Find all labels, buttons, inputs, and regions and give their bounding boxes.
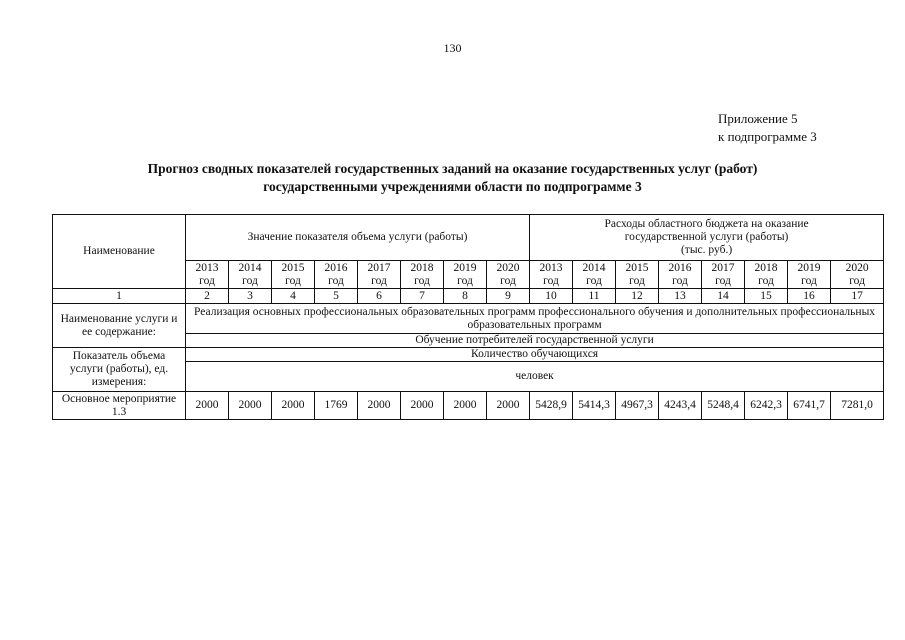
column-number: 1 [53,289,186,304]
column-number: 15 [745,289,788,304]
year-header: 2015 год [616,261,659,289]
document-title [60,160,845,196]
volume-group-header: Значение показателя объема услуги (работы) [186,215,530,261]
year-header: 2014 год [573,261,616,289]
expenses-header-line-3: (тыс. руб.) [680,244,733,256]
year-header: 2017 год [702,261,745,289]
expense-value: 5414,3 [573,392,616,420]
volume-value: 2000 [358,392,401,420]
column-number: 5 [315,289,358,304]
indicator-unit: человек [186,362,884,392]
year-header: 2019 год [788,261,831,289]
year-header: 2019 год [444,261,487,289]
service-name-value: Реализация основных профессиональных образовательных программ профессионального обучения и дополнительных профессиональных образовательных программ [186,304,884,334]
document-title-line-2: государственными учреждениями области по подпрограмме 3 [263,179,642,194]
year-header: 2016 год [659,261,702,289]
column-number: 3 [229,289,272,304]
column-number: 8 [444,289,487,304]
volume-value: 2000 [186,392,229,420]
year-header: 2016 год [315,261,358,289]
year-header: 2017 год [358,261,401,289]
column-number: 17 [831,289,884,304]
expenses-header-line-2: государственной услуги (работы) [624,231,789,243]
column-number: 11 [573,289,616,304]
column-number: 14 [702,289,745,304]
expenses-group-header [530,215,884,261]
data-row [53,392,884,420]
expense-value: 6242,3 [745,392,788,420]
year-header: 2015 год [272,261,315,289]
indicator-value: Количество обучающихся [186,348,884,362]
page-number: 130 [443,41,462,55]
name-column-header: Наименование [53,215,186,289]
column-number: 2 [186,289,229,304]
indicator-label: Показатель объема услуги (работы), ед. измерения: [53,348,186,392]
expense-value: 5428,9 [530,392,573,420]
document-title-line-1: Прогноз сводных показателей государственных заданий на оказание государственных услуг (работ) [147,161,758,176]
column-number: 9 [487,289,530,304]
column-number: 7 [401,289,444,304]
column-number: 6 [358,289,401,304]
column-number: 10 [530,289,573,304]
header-row-groups [53,215,884,261]
column-numbers-row [53,289,884,304]
row-label: Основное мероприятие 1.3 [53,392,186,420]
column-number: 13 [659,289,702,304]
volume-value: 2000 [229,392,272,420]
service-name-label: Наименование услуги и ее содержание: [53,304,186,348]
volume-value: 2000 [444,392,487,420]
year-header: 2018 год [745,261,788,289]
year-header: 2014 год [229,261,272,289]
volume-value: 2000 [272,392,315,420]
volume-value: 2000 [487,392,530,420]
expense-value: 4967,3 [616,392,659,420]
year-header: 2018 год [401,261,444,289]
year-header: 2020 год [831,261,884,289]
column-number: 12 [616,289,659,304]
year-header: 2013 год [186,261,229,289]
expense-value: 7281,0 [831,392,884,420]
appendix-line-2: к подпрограмме 3 [718,129,817,144]
year-header: 2020 год [487,261,530,289]
expense-value: 6741,7 [788,392,831,420]
expenses-header-line-1: Расходы областного бюджета на оказание [604,218,809,230]
column-number: 4 [272,289,315,304]
appendix-note [718,110,817,146]
volume-value: 1769 [315,392,358,420]
volume-value: 2000 [401,392,444,420]
expense-value: 4243,4 [659,392,702,420]
service-content-value: Обучение потребителей государственной услуги [186,334,884,348]
appendix-line-1: Приложение 5 [718,111,798,126]
service-name-row [53,304,884,334]
expense-value: 5248,4 [702,392,745,420]
year-header: 2013 год [530,261,573,289]
indicator-row [53,348,884,362]
indicators-table [52,214,884,420]
column-number: 16 [788,289,831,304]
